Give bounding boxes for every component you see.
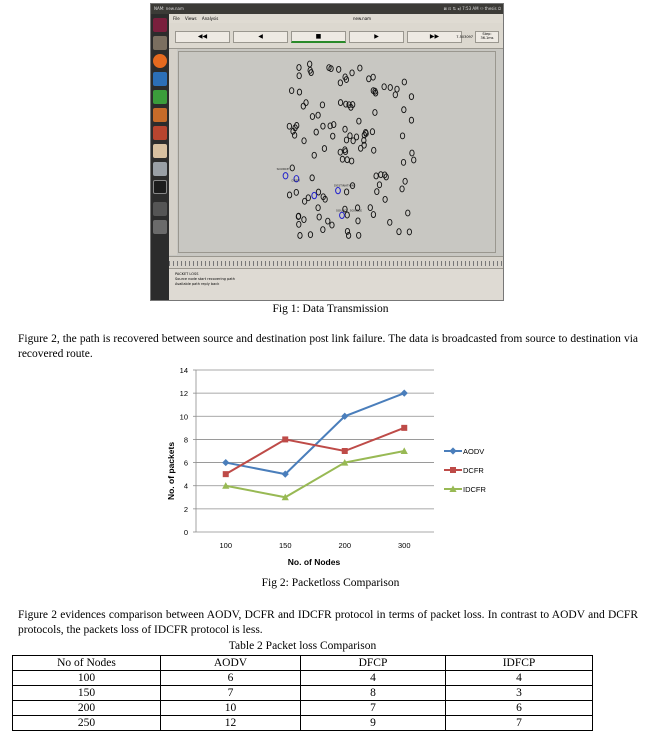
legend-label: AODV bbox=[463, 447, 485, 456]
timeline-ruler[interactable] bbox=[169, 256, 503, 268]
log-line: Source node start recovering path bbox=[175, 277, 235, 281]
workspace-icon[interactable] bbox=[153, 202, 167, 216]
network-node bbox=[377, 182, 381, 188]
table-cell: 100 bbox=[13, 671, 161, 686]
node-label: DESTI bbox=[291, 178, 301, 183]
data-point bbox=[282, 436, 288, 442]
step-slider[interactable]: Step: 36.1ms bbox=[475, 31, 499, 43]
table-cell: 4 bbox=[301, 671, 446, 686]
network-node bbox=[321, 123, 325, 129]
x-tick-label: 200 bbox=[338, 541, 352, 550]
network-node bbox=[409, 117, 413, 123]
trash-icon[interactable] bbox=[153, 220, 167, 234]
node-label: DESTINATION bbox=[334, 183, 355, 188]
table-cell: 200 bbox=[13, 701, 161, 716]
table-row bbox=[13, 701, 593, 716]
series-line-aodv bbox=[226, 393, 405, 474]
legend-label: IDCFR bbox=[463, 485, 486, 494]
network-node bbox=[388, 85, 392, 91]
fig2-caption: Fig 2: Packetloss Comparison bbox=[261, 577, 400, 589]
network-node bbox=[316, 112, 320, 118]
node-label: SOURCE bbox=[276, 166, 289, 171]
table-row bbox=[13, 716, 593, 731]
network-node bbox=[382, 84, 386, 90]
network-node bbox=[400, 186, 404, 192]
network-node bbox=[290, 165, 294, 171]
table-header-row bbox=[13, 656, 593, 671]
network-node bbox=[320, 102, 324, 108]
network-node bbox=[322, 146, 326, 152]
terminal-icon[interactable] bbox=[153, 180, 167, 194]
legend-label: DCFR bbox=[463, 466, 484, 475]
x-tick-label: 300 bbox=[397, 541, 411, 550]
highlighted-node bbox=[340, 212, 345, 218]
network-node bbox=[356, 218, 360, 224]
network-node bbox=[338, 80, 342, 86]
rewind-button[interactable]: ◀◀ bbox=[175, 31, 230, 43]
system-top-bar bbox=[151, 4, 504, 14]
data-point bbox=[223, 471, 229, 477]
network-node bbox=[326, 218, 330, 224]
network-node bbox=[340, 156, 344, 162]
table-cell: 6 bbox=[161, 671, 301, 686]
network-node bbox=[287, 123, 291, 129]
network-node bbox=[287, 192, 291, 198]
packetloss-table bbox=[12, 655, 593, 731]
menu-analysis[interactable]: Analysis bbox=[201, 16, 219, 21]
network-canvas[interactable] bbox=[178, 51, 496, 253]
network-node bbox=[401, 159, 405, 165]
ubuntu-one-icon[interactable] bbox=[153, 144, 167, 158]
highlighted-node bbox=[336, 187, 341, 193]
x-axis-label: No. of Nodes bbox=[287, 557, 341, 567]
time-readout: 7.503097 bbox=[456, 35, 473, 39]
y-tick-label: 6 bbox=[183, 458, 188, 468]
play-button[interactable]: ▶ bbox=[349, 31, 404, 43]
network-node bbox=[301, 103, 305, 109]
table-caption: Table 2 Packet loss Comparison bbox=[228, 640, 377, 652]
network-node bbox=[374, 173, 378, 179]
side-tools[interactable] bbox=[169, 49, 177, 255]
header-idfcp: IDFCP bbox=[446, 656, 593, 671]
network-node bbox=[371, 74, 375, 80]
network-node bbox=[410, 150, 414, 156]
y-tick-label: 14 bbox=[179, 366, 188, 375]
network-node bbox=[302, 198, 306, 204]
header-nodes: No of Nodes bbox=[13, 656, 161, 671]
y-tick-label: 4 bbox=[183, 481, 188, 491]
y-axis-label: No. of packets bbox=[166, 441, 176, 501]
table-cell: 9 bbox=[301, 716, 446, 731]
network-node bbox=[298, 232, 302, 238]
network-node bbox=[344, 189, 348, 195]
table-cell: 3 bbox=[446, 686, 593, 701]
network-node bbox=[357, 118, 361, 124]
settings-icon[interactable] bbox=[153, 162, 167, 176]
table-cell: 7 bbox=[446, 716, 593, 731]
network-node bbox=[289, 88, 293, 94]
packetloss-chart bbox=[160, 360, 500, 575]
table-cell: 250 bbox=[13, 716, 161, 731]
network-node bbox=[373, 110, 377, 116]
table-cell: 6 bbox=[446, 701, 593, 716]
network-node bbox=[393, 92, 397, 98]
network-node bbox=[402, 107, 406, 113]
network-node bbox=[370, 129, 374, 135]
network-node bbox=[348, 133, 352, 139]
firefox-icon[interactable] bbox=[153, 54, 167, 68]
playback-toolbar bbox=[169, 23, 503, 49]
network-node bbox=[388, 219, 392, 225]
highlighted-node bbox=[312, 192, 317, 198]
stop-button[interactable]: ■ bbox=[291, 31, 346, 43]
annotation-panel bbox=[169, 268, 503, 301]
network-node bbox=[316, 205, 320, 211]
software-center-icon[interactable] bbox=[153, 126, 167, 140]
files-icon[interactable] bbox=[153, 36, 167, 50]
network-node bbox=[402, 79, 406, 85]
network-node bbox=[345, 212, 349, 218]
system-tray[interactable]: ⊠ ⊡ ⇅ ◂) 7:53 AM ⚇ thesis ⏻ bbox=[443, 6, 501, 11]
data-point bbox=[342, 448, 348, 454]
fig1-caption: Fig 1: Data Transmission bbox=[272, 303, 389, 315]
table-cell: 7 bbox=[301, 701, 446, 716]
network-node bbox=[368, 205, 372, 211]
log-title: PACKET LOSS bbox=[175, 272, 199, 276]
network-node bbox=[338, 149, 342, 155]
network-node bbox=[343, 126, 347, 132]
paragraph-2: Figure 2 evidences comparison between AODV, DCFR and IDCFR protocol in terms of packet loss. In contrast to AODV and DCFR protocols, the packets loss of IDCFR protocol is less. bbox=[18, 609, 638, 636]
network-node bbox=[351, 138, 355, 144]
window-title: NAM: new.nam bbox=[154, 6, 184, 11]
header-aodv: AODV bbox=[161, 656, 301, 671]
network-node bbox=[400, 133, 404, 139]
table-cell: 7 bbox=[161, 686, 301, 701]
x-tick-label: 150 bbox=[278, 541, 292, 550]
network-node bbox=[372, 147, 376, 153]
network-node bbox=[297, 65, 301, 71]
network-node bbox=[357, 232, 361, 238]
network-node bbox=[367, 76, 371, 82]
network-node bbox=[345, 157, 349, 163]
y-tick-label: 2 bbox=[183, 504, 188, 514]
network-node bbox=[403, 178, 407, 184]
data-point bbox=[450, 467, 456, 473]
network-node bbox=[397, 229, 401, 235]
impress-icon[interactable] bbox=[153, 108, 167, 122]
network-node bbox=[409, 94, 413, 100]
network-node bbox=[314, 129, 318, 135]
network-node bbox=[346, 232, 350, 238]
network-node bbox=[310, 114, 314, 120]
network-node bbox=[302, 217, 306, 223]
network-node bbox=[330, 222, 334, 228]
network-node bbox=[312, 152, 316, 158]
paragraph-1: Figure 2, the path is recovered between source and destination post link failure. The data is broadcasted from source to destination via recovered route. bbox=[18, 333, 638, 360]
log-line: Available path reply back bbox=[175, 282, 220, 286]
network-node bbox=[358, 65, 362, 71]
network-node bbox=[310, 175, 314, 181]
table-cell: 4 bbox=[446, 671, 593, 686]
menu-views[interactable]: Views bbox=[184, 16, 197, 21]
y-tick-label: 8 bbox=[183, 435, 188, 445]
back-button[interactable]: ◀ bbox=[233, 31, 288, 43]
network-node bbox=[412, 157, 416, 163]
network-node bbox=[297, 73, 301, 79]
network-node bbox=[349, 158, 353, 164]
network-node bbox=[308, 232, 312, 238]
fast-forward-button[interactable]: ▶▶ bbox=[407, 31, 462, 43]
y-tick-label: 10 bbox=[179, 412, 188, 422]
menu-file[interactable]: File bbox=[173, 16, 180, 21]
network-node bbox=[307, 61, 311, 67]
network-node bbox=[371, 212, 375, 218]
table-cell: 8 bbox=[301, 686, 446, 701]
data-point bbox=[449, 447, 456, 454]
network-node bbox=[345, 228, 349, 234]
writer-icon[interactable] bbox=[153, 72, 167, 86]
network-node bbox=[406, 210, 410, 216]
network-node bbox=[395, 86, 399, 92]
network-node bbox=[297, 221, 301, 227]
node-label: SOURCE_SOURCE bbox=[336, 208, 363, 213]
nam-screenshot bbox=[150, 3, 504, 301]
data-point bbox=[222, 459, 229, 466]
network-node bbox=[294, 189, 298, 195]
table-cell: 10 bbox=[161, 701, 301, 716]
table-cell: 150 bbox=[13, 686, 161, 701]
network-node bbox=[321, 227, 325, 233]
launcher bbox=[151, 14, 169, 301]
menu-bar bbox=[169, 14, 503, 23]
data-point bbox=[401, 425, 407, 431]
network-node bbox=[337, 66, 341, 72]
x-tick-label: 100 bbox=[219, 541, 233, 550]
network-node bbox=[383, 196, 387, 202]
calc-icon[interactable] bbox=[153, 90, 167, 104]
y-tick-label: 12 bbox=[179, 389, 188, 399]
network-node bbox=[317, 214, 321, 220]
network-node bbox=[302, 138, 306, 144]
home-icon[interactable] bbox=[153, 18, 167, 32]
highlighted-node bbox=[283, 173, 288, 179]
table-row bbox=[13, 671, 593, 686]
network-node bbox=[407, 229, 411, 235]
table-row bbox=[13, 686, 593, 701]
data-point bbox=[401, 390, 408, 397]
network-node bbox=[297, 89, 301, 95]
header-dfcp: DFCP bbox=[301, 656, 446, 671]
table-cell: 12 bbox=[161, 716, 301, 731]
network-node bbox=[304, 100, 308, 106]
network-node bbox=[350, 70, 354, 76]
y-tick-label: 0 bbox=[183, 528, 188, 537]
network-node bbox=[375, 189, 379, 195]
network-node bbox=[331, 133, 335, 139]
network-node bbox=[338, 100, 342, 106]
file-title: new.nam bbox=[353, 16, 372, 21]
